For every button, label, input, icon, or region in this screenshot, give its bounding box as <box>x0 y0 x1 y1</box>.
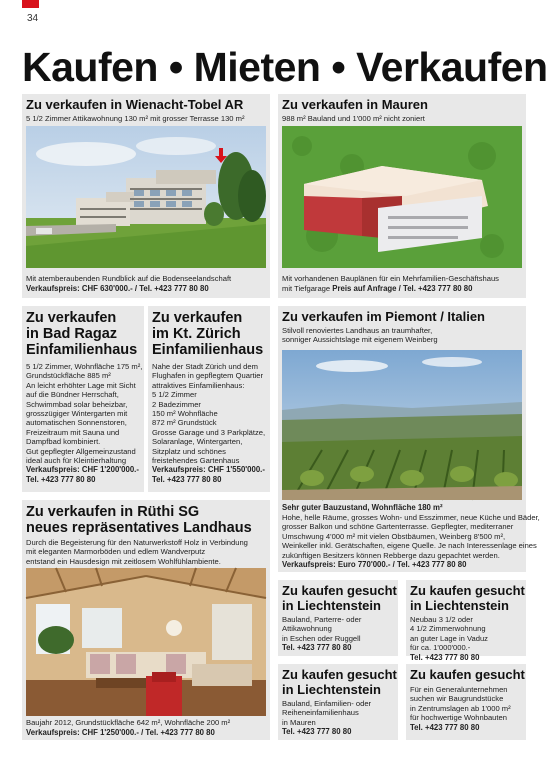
title-line: im Kt. Zürich <box>152 326 241 342</box>
title-line: Einfamilienhaus <box>26 342 138 358</box>
listing-price: Verkaufspreis: CHF 1'200'000.- <box>26 465 139 475</box>
body-line: Schwimmbad solar beheizbar, <box>26 399 128 409</box>
title-line: in Bad Ragaz <box>26 326 118 342</box>
body-line: Für ein Generalunternehmen <box>410 685 508 694</box>
body-line: Reiheneinfamilienhaus <box>282 708 359 718</box>
body-line: zukünftigen Besitzers können Rebberge dazu gepachtet werden. <box>282 550 500 560</box>
listing-wienacht[interactable] <box>22 94 270 298</box>
body-line: grosszügiger Wintergarten mit <box>26 409 128 419</box>
page-headline: Kaufen • Mieten • Verkaufen <box>22 44 548 90</box>
listing-subtitle <box>282 326 438 345</box>
listing-title: Zu verkaufen in Wienacht-Tobel AR <box>26 97 244 112</box>
title-line: Zu kaufen gesucht <box>282 583 397 598</box>
listing-tel: Tel. +423 777 80 80 <box>152 475 222 485</box>
listing-condition: Sehr guter Bauzustand, Wohnfläche 180 m² <box>282 503 443 512</box>
photo-apartment-building <box>26 126 266 268</box>
ad-title <box>282 667 397 697</box>
wanted-ad-generalunternehmen[interactable] <box>406 664 526 740</box>
body-line: Freizeitraum mit Sauna und <box>26 427 120 437</box>
listing-caption-garage: mit Tiefgarage <box>282 284 331 293</box>
body-line: Durch die Begeisterung für den Naturwerkstoff Holz in Verbindung <box>26 538 248 547</box>
photo-living-room <box>26 568 266 716</box>
listing-body <box>152 362 265 485</box>
wanted-ad-mauren[interactable] <box>278 664 398 740</box>
body-line: 150 m² Wohnfläche <box>152 409 218 419</box>
listing-subtitle: 988 m² Bauland und 1'000 m² nicht zoniert <box>282 114 425 123</box>
body-line: in Mauren <box>282 717 316 727</box>
listing-price: Preis auf Anfrage / Tel. +423 777 80 80 <box>332 284 473 293</box>
body-line: für hochwertige Wohnbauten <box>410 713 507 723</box>
body-line: Grundstückfläche 885 m² <box>26 371 111 381</box>
body-line: Dampfbad kombiniert. <box>26 437 101 447</box>
listing-subtitle: 5 1/2 Zimmer Attikawohnung 130 m² mit grosser Terrasse 130 m² <box>26 114 245 123</box>
ad-body <box>282 615 361 653</box>
title-line: Zu kaufen gesucht <box>282 667 397 682</box>
ad-title <box>410 583 525 613</box>
listing-caption: Baujahr 2012, Grundstückfläche 642 m², Wohnfläche 200 m² <box>26 718 231 727</box>
listing-price: Verkaufspreis: CHF 1'550'000.- <box>152 465 265 475</box>
body-line: Neubau 3 1/2 oder <box>410 615 473 624</box>
body-line: Weinkeller inkl. Gerätschaften, eigene Quelle. Je nach Interessenlage eines <box>282 541 537 551</box>
body-line: Grosse Garage und 3 Parkplätze, <box>152 427 266 437</box>
title-line: neues repräsentatives Landhaus <box>26 520 252 536</box>
title-line: in Liechtenstein <box>282 598 381 613</box>
body-line: Gut gepflegter Allgemeinzustand <box>26 446 136 456</box>
body-line: attraktives Einfamilienhaus: <box>152 380 245 390</box>
body-line: für ca. 1'000'000.- <box>410 643 471 653</box>
listing-piemont[interactable] <box>278 306 540 572</box>
ad-title <box>410 667 525 682</box>
title-line: Einfamilienhaus <box>152 342 264 358</box>
listing-body <box>282 513 540 570</box>
photo-building-model <box>282 126 522 268</box>
body-line: Nahe der Stadt Zürich und dem <box>152 362 258 371</box>
body-line: grosser Balkon und schöne Gartenterrasse. Gepflegter, mediterraner <box>282 522 514 532</box>
body-line: Attikawohnung <box>282 624 332 634</box>
body-line: 4 1/2 Zimmerwohnung <box>410 624 486 634</box>
body-line: Flughafen in gepflegtem Quartier <box>152 371 264 381</box>
wanted-ad-vaduz[interactable] <box>406 580 526 662</box>
listing-title <box>152 310 263 358</box>
listing-title: Zu verkaufen im Piemont / Italien <box>282 309 485 324</box>
title-line: Zu kaufen gesucht <box>410 583 525 598</box>
listing-body <box>26 538 248 566</box>
title-line: in Liechtenstein <box>282 682 381 697</box>
page-accent-bar <box>22 0 39 8</box>
listing-price: Verkaufspreis: Euro 770'000.- / Tel. +423 777 80 80 <box>282 560 467 570</box>
body-line: mit eleganten Marmorböden und edlem Wandverputz <box>26 547 206 557</box>
body-line: 5 1/2 Zimmer, Wohnfläche 175 m², <box>26 362 143 371</box>
listing-caption: Mit vorhandenen Bauplänen für ein Mehrfamilien-Geschäftshaus <box>282 274 499 283</box>
listing-price: Verkaufspreis: CHF 1'250'000.- / Tel. +423 777 80 80 <box>26 728 215 737</box>
body-line: auf die Bündner Herrschaft, <box>26 390 119 400</box>
body-line: Sitzplatz und schönes <box>152 446 226 456</box>
body-line: 2 Badezimmer <box>152 399 201 409</box>
listing-body <box>26 362 142 485</box>
listing-price: Verkaufspreis: CHF 630'000.- / Tel. +423 777 80 80 <box>26 284 209 293</box>
body-line: 872 m² Grundstück <box>152 418 217 428</box>
body-line: Hohe, helle Räume, grosses Wohn- und Esszimmer, neue Küche und Bäder, <box>282 513 540 522</box>
body-line: in Eschen oder Ruggell <box>282 633 361 643</box>
ad-tel: Tel. +423 777 80 80 <box>410 652 480 662</box>
listing-ruethi[interactable] <box>22 500 270 740</box>
title-line: Zu verkaufen <box>152 310 243 326</box>
body-line: freistehendes Gartenhaus <box>152 456 240 466</box>
ad-body <box>282 699 371 737</box>
body-line: Umschwung 4'000 m² mit vielen Obstbäumen, Weinberg 8'500 m², <box>282 531 506 541</box>
ad-title <box>282 583 397 613</box>
listing-title <box>26 504 252 536</box>
title-line: Zu verkaufen <box>26 310 117 326</box>
listing-zuerich[interactable] <box>148 306 270 492</box>
photo-vineyard <box>282 350 522 500</box>
subtitle-line: Stilvoll renoviertes Landhaus an traumhafter, <box>282 326 433 335</box>
ad-tel: Tel. +423 777 80 80 <box>410 722 480 732</box>
body-line: entstand ein Hausdesign mit zeitlosem Wohlfühlambiente. <box>26 556 221 566</box>
listing-tel: Tel. +423 777 80 80 <box>26 475 96 485</box>
title-line: Zu verkaufen in Rüthi SG <box>26 504 200 520</box>
body-line: ideal auch für Kleintierhaltung <box>26 456 127 466</box>
subtitle-line: sonniger Aussichtslage mit eigenem Weinberg <box>282 335 438 345</box>
ad-body <box>410 615 488 662</box>
body-line: Bauland, Parterre- oder <box>282 615 362 624</box>
body-line: suchen wir Baugrundstücke <box>410 694 504 704</box>
listing-title <box>26 310 137 358</box>
wanted-ad-eschen-ruggell[interactable] <box>278 580 398 656</box>
page-number: 34 <box>27 13 39 24</box>
listing-title: Zu verkaufen in Mauren <box>282 97 428 112</box>
ad-tel: Tel. +423 777 80 80 <box>282 727 352 737</box>
body-line: an guter Lage in Vaduz <box>410 633 488 643</box>
body-line: 5 1/2 Zimmer <box>152 390 197 400</box>
body-line: An leicht erhöhter Lage mit Sicht <box>26 380 136 390</box>
ad-tel: Tel. +423 777 80 80 <box>282 643 352 653</box>
listing-caption: Mit atemberaubenden Rundblick auf die Bodenseelandschaft <box>26 274 232 283</box>
ad-body <box>410 685 511 732</box>
body-line: in Zentrumslagen ab 1'000 m² <box>410 703 511 713</box>
title-line: Zu kaufen gesucht <box>410 667 525 682</box>
listing-mauren[interactable] <box>278 94 526 298</box>
body-line: automatischen Sonnenstoren, <box>26 418 127 428</box>
listing-price-line <box>282 284 472 294</box>
listing-bad-ragaz[interactable] <box>22 306 144 492</box>
title-line: in Liechtenstein <box>410 598 509 613</box>
body-line: Bauland, Einfamilien- oder <box>282 699 372 708</box>
body-line: Solaranlage, Wintergarten, <box>152 437 243 447</box>
